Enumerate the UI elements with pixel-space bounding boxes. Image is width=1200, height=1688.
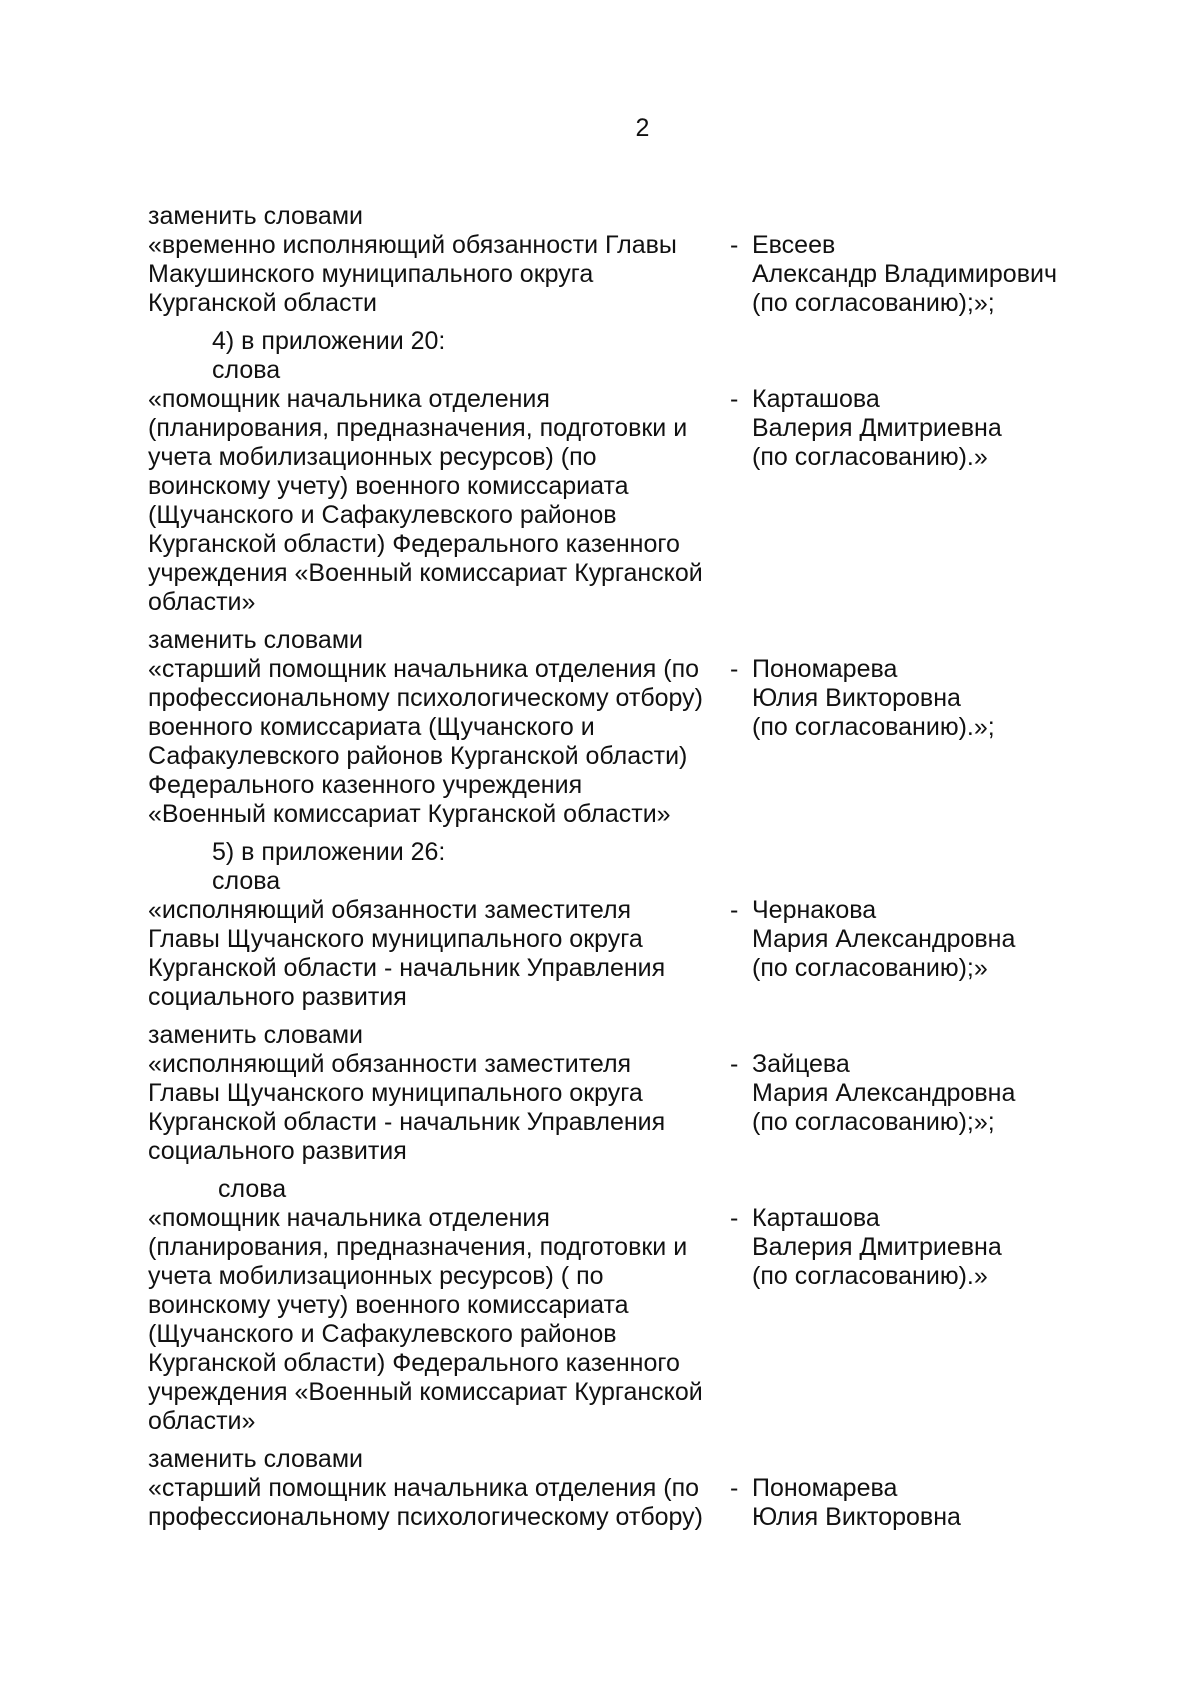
position-title-line: социального развития [148,983,407,1011]
person-column [730,655,1088,742]
position-title-line: «старший помощник начальника отделения (по [148,655,700,683]
section-label: 5) в приложении 26: [212,838,446,866]
person-name-line: Мария Александровна [752,1079,1016,1107]
person-column [730,1204,1088,1291]
person-name-line: (по согласованию);»; [752,289,995,317]
person-column [730,231,1088,318]
person-column [730,1050,1088,1137]
dash-separator: - [730,896,739,924]
position-title-line: Курганской области) Федерального казенного [148,1349,680,1377]
person-name [752,385,1088,472]
person-name-line: Зайцева [752,1050,850,1078]
page-number: 2 [635,114,650,142]
position-title-line: социального развития [148,1137,407,1165]
person-name-line: (по согласованию);»; [752,1108,995,1136]
section-label: заменить словами [148,1445,363,1473]
person-name [752,1050,1088,1137]
section-label: слова [218,1175,287,1203]
person-name-line: Пономарева [752,1474,898,1502]
position-title-line: «Военный комиссариат Курганской области» [148,800,671,828]
position-title [148,1050,730,1166]
position-entry [148,655,1088,829]
document-body [148,202,1088,1532]
person-name-line: (по согласованию).» [752,1262,988,1290]
position-title [148,655,730,829]
position-title-line: Федерального казенного учреждения [148,771,583,799]
section-label: заменить словами [148,202,363,230]
dash-separator: - [730,1204,739,1232]
position-title-line: Сафакулевского районов Курганской области) [148,742,688,770]
person-name [752,655,1088,742]
position-title-line: «исполняющий обязанности заместителя [148,896,632,924]
dash-separator: - [730,655,739,683]
position-entry [148,896,1088,1012]
position-entry [148,1204,1088,1436]
position-title-line: «старший помощник начальника отделения (по [148,1474,700,1502]
person-name-line: Валерия Дмитриевна [752,1233,1002,1261]
position-title-line: Главы Щучанского муниципального округа [148,1079,643,1107]
person-name-line: Мария Александровна [752,925,1016,953]
position-title-line: «исполняющий обязанности заместителя [148,1050,632,1078]
position-title-line: воинскому учету) военного комиссариата [148,472,629,500]
person-name-line: (по согласованию).» [752,443,988,471]
person-name-line: Валерия Дмитриевна [752,414,1002,442]
person-column [730,385,1088,472]
position-title-line: Курганской области [148,289,378,317]
position-title-line: (Щучанского и Сафакулевского районов [148,1320,617,1348]
person-name [752,1474,1088,1532]
section-label: 4) в приложении 20: [212,327,446,355]
person-name-line: Юлия Викторовна [752,684,961,712]
person-name-line: Александр Владимирович [752,260,1057,288]
person-name-line: (по согласованию).»; [752,713,995,741]
position-title-line: профессиональному психологическому отбору) [148,684,704,712]
position-title-line: области» [148,1407,256,1435]
person-name [752,1204,1088,1291]
position-title [148,1204,730,1436]
position-title-line: военного комиссариата (Щучанского и [148,713,595,741]
section-label: слова [212,867,281,895]
position-title-line: воинскому учету) военного комиссариата [148,1291,629,1319]
position-title-line: «помощник начальника отделения [148,1204,550,1232]
position-title-line: (Щучанского и Сафакулевского районов [148,501,617,529]
position-title-line: «временно исполняющий обязанности Главы [148,231,677,259]
position-title-line: Курганской области - начальник Управления [148,1108,666,1136]
position-title [148,896,730,1012]
position-title-line: учета мобилизационных ресурсов) ( по [148,1262,604,1290]
position-title-line: Макушинского муниципального округа [148,260,594,288]
position-entry [148,1050,1088,1166]
position-entry [148,1474,1088,1532]
section-label: заменить словами [148,626,363,654]
position-title [148,1474,730,1532]
person-name [752,231,1088,318]
position-title-line: профессиональному психологическому отбору) [148,1503,704,1531]
position-title [148,385,730,617]
dash-separator: - [730,385,739,413]
position-entry [148,385,1088,617]
position-title-line: учета мобилизационных ресурсов) (по [148,443,597,471]
position-entry [148,231,1088,318]
position-title-line: «помощник начальника отделения [148,385,550,413]
person-column [730,1474,1088,1532]
position-title [148,231,730,318]
person-name-line: Юлия Викторовна [752,1503,961,1531]
position-title-line: области» [148,588,256,616]
person-name [752,896,1088,983]
dash-separator: - [730,231,739,259]
person-name-line: Чернакова [752,896,877,924]
section-label: заменить словами [148,1021,363,1049]
dash-separator: - [730,1050,739,1078]
person-name-line: Евсеев [752,231,836,259]
position-title-line: учреждения «Военный комиссариат Курганской [148,559,703,587]
person-name-line: Карташова [752,385,880,413]
position-title-line: Курганской области) Федерального казенного [148,530,680,558]
person-column [730,896,1088,983]
person-name-line: (по согласованию);» [752,954,988,982]
position-title-line: учреждения «Военный комиссариат Курганской [148,1378,703,1406]
dash-separator: - [730,1474,739,1502]
position-title-line: Главы Щучанского муниципального округа [148,925,643,953]
position-title-line: Курганской области - начальник Управления [148,954,666,982]
section-label: слова [212,356,281,384]
person-name-line: Карташова [752,1204,880,1232]
position-title-line: (планирования, предназначения, подготовки и [148,1233,688,1261]
person-name-line: Пономарева [752,655,898,683]
position-title-line: (планирования, предназначения, подготовки и [148,414,688,442]
